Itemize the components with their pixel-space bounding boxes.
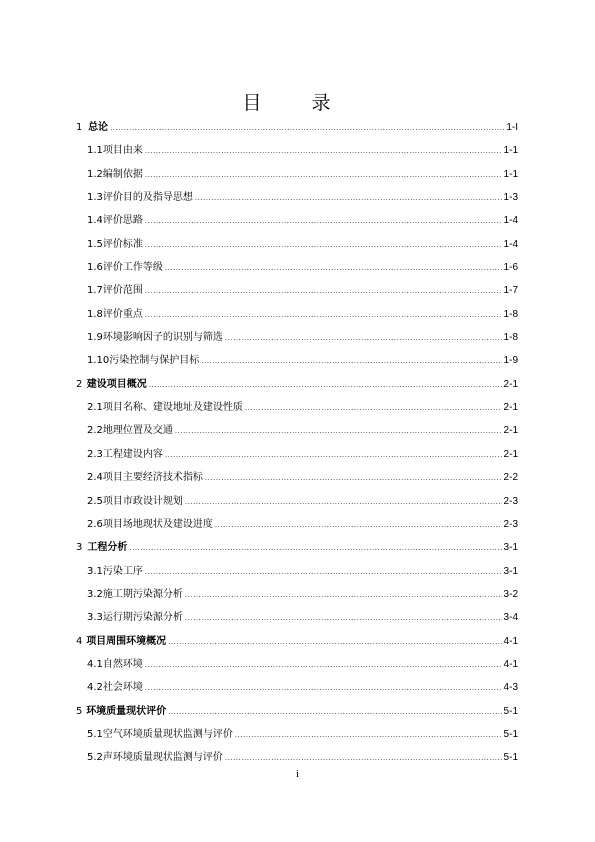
toc-leader-dots <box>201 350 501 373</box>
toc-entry-page: 2-1 <box>503 378 518 390</box>
toc-leader-dots <box>145 234 502 257</box>
toc-entry-number: 3.2 <box>87 588 103 600</box>
toc-entry-page: 3-4 <box>503 612 518 624</box>
toc-entry-page: 2-1 <box>503 425 518 437</box>
toc-entry-number: 1.9 <box>87 332 103 344</box>
toc-entry-label: 评价工作等级 <box>102 262 163 274</box>
toc-entry-page: 5-1 <box>503 705 518 717</box>
table-of-contents <box>74 116 518 770</box>
toc-entry-label: 声环境质量现状监测与评价 <box>102 752 223 764</box>
toc-entry-page: 4-3 <box>503 682 518 694</box>
toc-entry[interactable] <box>74 443 518 466</box>
toc-entry-label: 评价思路 <box>102 215 143 227</box>
toc-entry-page: 2-3 <box>503 518 518 530</box>
toc-entry-page: 1-9 <box>503 355 518 367</box>
toc-entry-number: 2.3 <box>87 448 103 460</box>
toc-entry-label: 评价范围 <box>102 285 143 297</box>
toc-entry-page: 1-1 <box>503 145 518 157</box>
toc-leader-dots <box>145 280 502 303</box>
toc-entry[interactable] <box>74 279 518 302</box>
toc-entry-page: 1-7 <box>503 285 518 297</box>
toc-entry-number: 1.10 <box>87 355 110 367</box>
toc-entry[interactable] <box>74 583 518 606</box>
toc-entry-page: 4-1 <box>503 635 518 647</box>
toc-leader-dots <box>168 701 501 724</box>
toc-entry-number: 2.6 <box>87 518 103 530</box>
toc-leader-dots <box>165 257 502 280</box>
toc-entry-number: 2.5 <box>87 495 103 507</box>
toc-leader-dots <box>175 420 502 443</box>
toc-entry-number: 4.1 <box>87 658 103 670</box>
toc-entry-label: 环境影响因子的识别与筛选 <box>102 332 223 344</box>
toc-entry[interactable] <box>74 256 518 279</box>
toc-entry-label: 建设项目概况 <box>86 378 147 390</box>
toc-leader-dots <box>165 444 502 467</box>
toc-entry-number: 1.2 <box>87 168 103 180</box>
toc-entry[interactable] <box>74 536 518 559</box>
toc-entry-label: 污染工序 <box>102 565 143 577</box>
toc-entry[interactable] <box>74 396 518 419</box>
toc-entry-label: 环境质量现状评价 <box>86 705 167 717</box>
toc-entry-page: 5-1 <box>503 728 518 740</box>
toc-entry-label: 评价重点 <box>102 308 143 320</box>
toc-leader-dots <box>145 561 502 584</box>
toc-entry-label: 污染控制与保护目标 <box>109 355 200 367</box>
toc-leader-dots <box>145 164 502 187</box>
toc-entry-page: 2-2 <box>503 472 518 484</box>
toc-leader-dots <box>168 631 501 654</box>
toc-entry-label: 空气环境质量现状监测与评价 <box>102 728 233 740</box>
toc-entry-label: 运行期污染源分析 <box>102 612 183 624</box>
toc-leader-dots <box>145 304 502 327</box>
toc-entry[interactable] <box>74 560 518 583</box>
toc-entry-page: 1-8 <box>503 308 518 320</box>
toc-entry-label: 工程建设内容 <box>102 448 163 460</box>
toc-leader-dots <box>195 187 502 210</box>
toc-entry[interactable] <box>74 163 518 186</box>
toc-entry-page: 1-1 <box>503 168 518 180</box>
toc-entry[interactable] <box>74 326 518 349</box>
toc-leader-dots <box>145 654 502 677</box>
toc-entry-page: 3-1 <box>503 542 518 554</box>
toc-entry-number: 1.8 <box>87 308 103 320</box>
toc-entry-label: 施工期污染源分析 <box>102 588 183 600</box>
toc-entry-number: 1.3 <box>87 192 103 204</box>
toc-entry-page: 1-3 <box>503 192 518 204</box>
toc-leader-dots <box>145 677 502 700</box>
toc-entry-label: 项目市政设计规划 <box>102 495 183 507</box>
toc-entry-label: 评价目的及指导思想 <box>102 192 193 204</box>
toc-leader-dots <box>245 397 502 420</box>
toc-entry[interactable] <box>74 116 518 139</box>
toc-entry-label: 工程分析 <box>87 542 128 554</box>
toc-leader-dots <box>235 724 502 747</box>
toc-entry[interactable] <box>74 209 518 232</box>
toc-leader-dots <box>225 327 502 350</box>
toc-entry-number: 1.6 <box>87 262 103 274</box>
toc-entry-label: 项目周围环境概况 <box>86 635 167 647</box>
toc-entry[interactable] <box>74 700 518 723</box>
toc-leader-dots <box>149 374 502 397</box>
toc-entry-number: 2.2 <box>87 425 103 437</box>
toc-entry[interactable] <box>74 606 518 629</box>
toc-entry[interactable] <box>74 233 518 256</box>
toc-entry[interactable] <box>74 723 518 746</box>
toc-leader-dots <box>110 117 504 140</box>
toc-entry[interactable] <box>74 513 518 536</box>
toc-entry-page: 2-3 <box>503 495 518 507</box>
toc-leader-dots <box>129 537 501 560</box>
toc-entry[interactable] <box>74 676 518 699</box>
toc-entry-number: 1.4 <box>87 215 103 227</box>
toc-entry[interactable] <box>74 653 518 676</box>
toc-entry-page: 1-8 <box>503 332 518 344</box>
toc-leader-dots <box>145 140 502 163</box>
toc-leader-dots <box>185 491 502 514</box>
toc-entry-label: 社会环境 <box>102 682 143 694</box>
toc-entry[interactable] <box>74 466 518 489</box>
toc-entry-number: 5 <box>76 705 83 717</box>
toc-entry-number: 1.5 <box>87 238 103 250</box>
toc-entry-number: 1.7 <box>87 285 103 297</box>
toc-entry[interactable] <box>74 630 518 653</box>
toc-entry-label: 编制依据 <box>102 168 143 180</box>
toc-entry-number: 1.1 <box>87 145 103 157</box>
toc-leader-dots <box>185 607 502 630</box>
toc-leader-dots <box>145 210 502 233</box>
toc-entry-page: 1-4 <box>503 238 518 250</box>
toc-entry-page: 1-6 <box>503 262 518 274</box>
toc-entry-page: 1-I <box>506 122 518 133</box>
toc-entry-label: 项目名称、建设地址及建设性质 <box>102 402 243 414</box>
toc-entry[interactable] <box>74 303 518 326</box>
toc-entry[interactable] <box>74 746 518 769</box>
toc-entry-page: 1-4 <box>503 215 518 227</box>
toc-entry-page: 4-1 <box>503 658 518 670</box>
toc-leader-dots <box>185 584 502 607</box>
toc-entry-number: 5.2 <box>87 752 103 764</box>
page-number: i <box>295 768 300 780</box>
toc-entry[interactable] <box>74 373 518 396</box>
toc-entry-label: 项目主要经济技术指标 <box>102 472 203 484</box>
toc-entry-page: 3-2 <box>503 588 518 600</box>
toc-entry-number: 4 <box>76 635 83 647</box>
toc-entry-page: 3-1 <box>503 565 518 577</box>
toc-entry-number: 3 <box>76 542 83 554</box>
toc-entry-page: 2-1 <box>503 448 518 460</box>
toc-entry-label: 地理位置及交通 <box>102 425 173 437</box>
toc-entry-number: 3.1 <box>87 565 103 577</box>
toc-entry-label: 项目场地现状及建设进度 <box>102 518 213 530</box>
page-title: 目 录 <box>242 92 353 114</box>
toc-entry-label: 总论 <box>88 122 109 133</box>
toc-entry[interactable] <box>74 419 518 442</box>
toc-entry-number: 4.2 <box>87 682 103 694</box>
toc-entry-label: 评价标准 <box>102 238 143 250</box>
toc-entry-number: 2 <box>76 378 83 390</box>
toc-entry-number: 2.1 <box>87 402 103 414</box>
toc-entry-label: 项目由来 <box>102 145 143 157</box>
toc-entry-label: 自然环境 <box>102 658 143 670</box>
toc-entry[interactable] <box>74 349 518 372</box>
toc-entry[interactable] <box>74 139 518 162</box>
toc-entry-page: 2-1 <box>503 402 518 414</box>
toc-leader-dots <box>205 467 502 490</box>
toc-entry[interactable] <box>74 490 518 513</box>
toc-entry-page: 5-1 <box>503 752 518 764</box>
toc-entry-number: 1 <box>76 122 83 133</box>
toc-entry-number: 5.1 <box>87 728 103 740</box>
toc-entry-number: 3.3 <box>87 612 103 624</box>
toc-entry-number: 2.4 <box>87 472 103 484</box>
toc-leader-dots <box>215 514 502 537</box>
toc-entry[interactable] <box>74 186 518 209</box>
